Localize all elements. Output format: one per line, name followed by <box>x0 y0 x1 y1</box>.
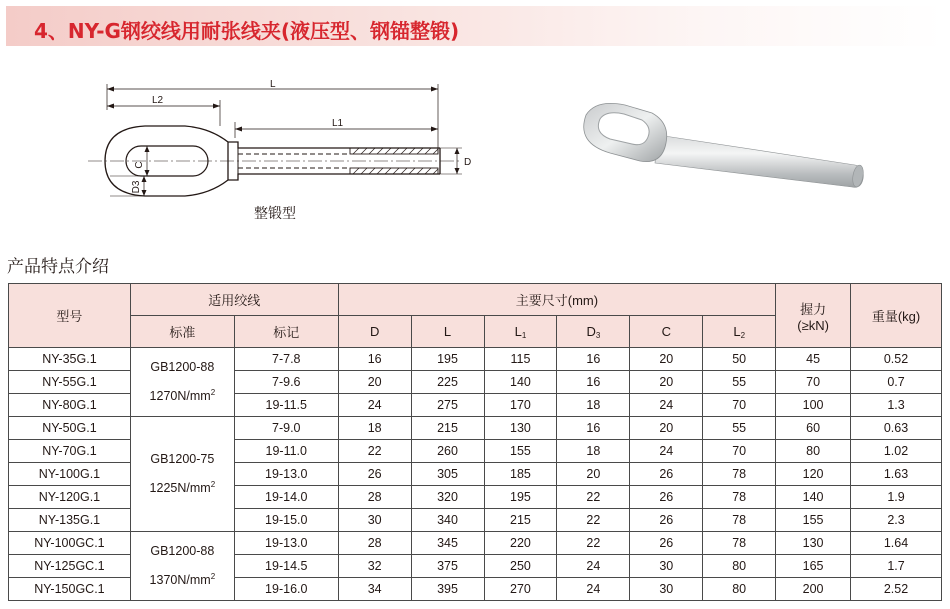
th-D: D <box>338 316 411 348</box>
cell-marking: 19-16.0 <box>234 578 338 601</box>
cell-grip: 130 <box>776 532 851 555</box>
cell-d3: 22 <box>557 532 630 555</box>
cell-l1: 195 <box>484 486 557 509</box>
cell-d: 16 <box>338 348 411 371</box>
cell-marking: 19-13.0 <box>234 532 338 555</box>
cell-l1: 140 <box>484 371 557 394</box>
cell-l2: 80 <box>703 578 776 601</box>
cell-d3: 16 <box>557 348 630 371</box>
cell-weight: 2.3 <box>851 509 942 532</box>
cell-weight: 0.7 <box>851 371 942 394</box>
cell-marking: 19-14.5 <box>234 555 338 578</box>
cell-l2: 55 <box>703 371 776 394</box>
tensile-strength: $1225N/mm^2$ <box>149 480 216 496</box>
standard-code: GB1200-88 <box>150 360 215 375</box>
cell-marking: 19-15.0 <box>234 509 338 532</box>
cell-d3: 22 <box>557 509 630 532</box>
cell-model: NY-100GC.1 <box>9 532 131 555</box>
cell-d3: 20 <box>557 463 630 486</box>
cell-l: 395 <box>411 578 484 601</box>
th-grip-line2: (≥kN) <box>797 317 829 333</box>
cell-standard <box>130 532 234 601</box>
cell-l2: 78 <box>703 532 776 555</box>
cell-l1: 115 <box>484 348 557 371</box>
cell-model: NY-150GC.1 <box>9 578 131 601</box>
cell-c: 26 <box>630 532 703 555</box>
cell-l2: 70 <box>703 394 776 417</box>
cell-marking: 19-14.0 <box>234 486 338 509</box>
dim-label-D3: D3 <box>131 180 142 194</box>
cell-weight: 1.7 <box>851 555 942 578</box>
th-L1: $L_1$ <box>484 316 557 348</box>
spec-table <box>8 283 942 601</box>
th-grip <box>776 284 851 348</box>
title-band <box>6 6 944 46</box>
cell-d3: 18 <box>557 394 630 417</box>
cell-c: 24 <box>630 440 703 463</box>
th-model: 型号 <box>9 284 131 348</box>
th-C: C <box>630 316 703 348</box>
standard-code: GB1200-75 <box>150 452 215 467</box>
cell-l: 195 <box>411 348 484 371</box>
cell-d: 22 <box>338 440 411 463</box>
cell-d: 26 <box>338 463 411 486</box>
standard-code: GB1200-88 <box>150 544 215 559</box>
cell-grip: 60 <box>776 417 851 440</box>
cell-marking: 19-11.5 <box>234 394 338 417</box>
cell-weight: 1.64 <box>851 532 942 555</box>
cell-d: 32 <box>338 555 411 578</box>
cell-d3: 16 <box>557 417 630 440</box>
th-standard: 标准 <box>130 316 234 348</box>
tensile-strength: $1270N/mm^2$ <box>149 388 216 404</box>
table-row <box>9 348 942 371</box>
cell-marking: 7-9.6 <box>234 371 338 394</box>
th-L2: $L_2$ <box>703 316 776 348</box>
th-marking: 标记 <box>234 316 338 348</box>
cell-weight: 1.63 <box>851 463 942 486</box>
cell-d: 28 <box>338 532 411 555</box>
cell-d: 30 <box>338 509 411 532</box>
cell-weight: 1.9 <box>851 486 942 509</box>
cell-c: 30 <box>630 578 703 601</box>
cell-l2: 78 <box>703 509 776 532</box>
cell-standard <box>130 417 234 532</box>
th-D3: $D_3$ <box>557 316 630 348</box>
dim-label-L: L <box>270 79 276 90</box>
cell-l2: 78 <box>703 463 776 486</box>
cell-grip: 165 <box>776 555 851 578</box>
drawing-caption: 整锻型 <box>254 206 296 222</box>
cell-c: 20 <box>630 417 703 440</box>
cell-model: NY-135G.1 <box>9 509 131 532</box>
cell-l1: 270 <box>484 578 557 601</box>
cell-d3: 24 <box>557 578 630 601</box>
page-title: 4、NY-G钢绞线用耐张线夹(液压型、钢锚整锻) <box>34 19 460 43</box>
th-dims-group: 主要尺寸(mm) <box>338 284 775 316</box>
th-weight: 重量(kg) <box>851 284 942 348</box>
cell-l1: 250 <box>484 555 557 578</box>
cell-d3: 16 <box>557 371 630 394</box>
cell-l2: 78 <box>703 486 776 509</box>
product-photo <box>570 95 880 190</box>
cell-l: 225 <box>411 371 484 394</box>
cell-d: 28 <box>338 486 411 509</box>
cell-l1: 155 <box>484 440 557 463</box>
cell-model: NY-55G.1 <box>9 371 131 394</box>
cell-l1: 220 <box>484 532 557 555</box>
section-heading: 产品特点介绍 <box>7 257 109 277</box>
cell-grip: 70 <box>776 371 851 394</box>
table-row <box>9 532 942 555</box>
cell-grip: 80 <box>776 440 851 463</box>
th-strand-group: 适用绞线 <box>130 284 338 316</box>
cell-l: 215 <box>411 417 484 440</box>
cell-l2: 50 <box>703 348 776 371</box>
cell-model: NY-50G.1 <box>9 417 131 440</box>
cell-l1: 130 <box>484 417 557 440</box>
th-L: L <box>411 316 484 348</box>
cell-marking: 7-9.0 <box>234 417 338 440</box>
cell-c: 30 <box>630 555 703 578</box>
cell-l2: 70 <box>703 440 776 463</box>
cell-weight: 1.02 <box>851 440 942 463</box>
cell-model: NY-80G.1 <box>9 394 131 417</box>
cell-model: NY-120G.1 <box>9 486 131 509</box>
cell-grip: 140 <box>776 486 851 509</box>
cell-l: 340 <box>411 509 484 532</box>
dim-label-D: D <box>464 157 472 168</box>
cell-weight: 2.52 <box>851 578 942 601</box>
cell-l: 375 <box>411 555 484 578</box>
dim-label-C: C <box>134 161 145 169</box>
cell-marking: 7-7.8 <box>234 348 338 371</box>
cell-c: 26 <box>630 463 703 486</box>
dim-label-L2: L2 <box>152 95 164 106</box>
cell-d: 20 <box>338 371 411 394</box>
technical-drawing <box>60 76 480 201</box>
cell-marking: 19-13.0 <box>234 463 338 486</box>
cell-model: NY-100G.1 <box>9 463 131 486</box>
cell-l1: 215 <box>484 509 557 532</box>
cell-c: 24 <box>630 394 703 417</box>
dim-label-L1: L1 <box>332 118 344 129</box>
cell-d: 18 <box>338 417 411 440</box>
cell-l1: 185 <box>484 463 557 486</box>
tensile-strength: $1370N/mm^2$ <box>149 572 216 588</box>
cell-d: 34 <box>338 578 411 601</box>
cell-standard <box>130 348 234 417</box>
cell-weight: 0.52 <box>851 348 942 371</box>
cell-l: 260 <box>411 440 484 463</box>
table-row <box>9 417 942 440</box>
cell-d: 24 <box>338 394 411 417</box>
cell-c: 26 <box>630 509 703 532</box>
cell-weight: 1.3 <box>851 394 942 417</box>
cell-l2: 55 <box>703 417 776 440</box>
cell-model: NY-125GC.1 <box>9 555 131 578</box>
cell-d3: 22 <box>557 486 630 509</box>
cell-l: 320 <box>411 486 484 509</box>
cell-l: 305 <box>411 463 484 486</box>
cell-l2: 80 <box>703 555 776 578</box>
cell-grip: 120 <box>776 463 851 486</box>
th-grip-line1: 握力 <box>800 301 827 317</box>
cell-c: 20 <box>630 348 703 371</box>
cell-grip: 45 <box>776 348 851 371</box>
cell-d3: 18 <box>557 440 630 463</box>
cell-l1: 170 <box>484 394 557 417</box>
cell-c: 26 <box>630 486 703 509</box>
cell-grip: 200 <box>776 578 851 601</box>
cell-c: 20 <box>630 371 703 394</box>
cell-model: NY-35G.1 <box>9 348 131 371</box>
cell-d3: 24 <box>557 555 630 578</box>
cell-l: 275 <box>411 394 484 417</box>
cell-marking: 19-11.0 <box>234 440 338 463</box>
cell-model: NY-70G.1 <box>9 440 131 463</box>
cell-l: 345 <box>411 532 484 555</box>
cell-grip: 155 <box>776 509 851 532</box>
cell-weight: 0.63 <box>851 417 942 440</box>
cell-grip: 100 <box>776 394 851 417</box>
